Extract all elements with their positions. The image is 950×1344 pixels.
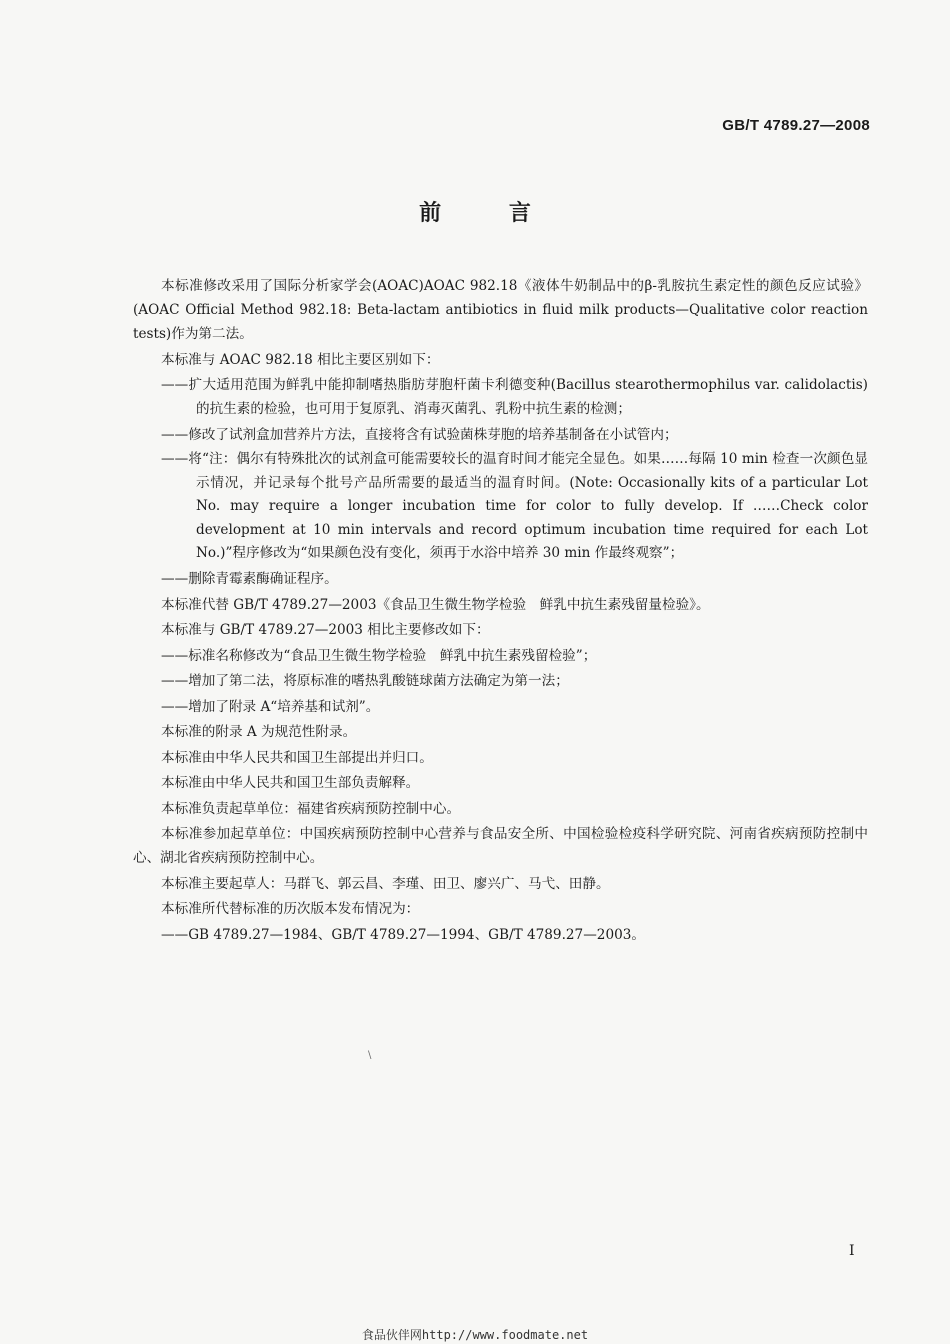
stray-mark: \ <box>368 1050 372 1061</box>
list-item-second-method: ——增加了第二法，将原标准的嗜热乳酸链球菌方法确定为第一法； <box>161 673 569 689</box>
paragraph-adoption: 本标准修改采用了国际分析家学会(AOAC)AOAC 982.18《液体牛奶制品中的β-乳胺抗生素定性的颜色反应试验》(AOAC Official Method 982.18: Beta-lactam antibiotics in fluid milk products—Qualitative color reaction tests)作为第二法。 <box>133 278 868 342</box>
list-item-annex-added: ——增加了附录 A“培养基和试剂”。 <box>161 698 380 715</box>
page-number: I <box>849 1243 855 1259</box>
paragraph-replaces: 本标准代替 GB/T 4789.27—2003《食品卫生微生物学检验 鲜乳中抗生素残留量检验》。 <box>161 596 710 613</box>
page-title: 前 言 <box>419 201 561 226</box>
list-item-scope: ——扩大适用范围为鲜乳中能抑制嗜热脂肪芽胞杆菌卡利德变种(Bacillus stearothermophilus var. calidolactis)的抗生素的检验，也可用于复原乳、消毒灭菌乳、乳粉中抗生素的检测； <box>161 377 868 417</box>
list-item-delete-penicillinase: ——删除青霉素酶确证程序。 <box>161 571 338 587</box>
list-item-kit-method: ——修改了试剂盒加营养片方法，直接将含有试验菌株芽胞的培养基制备在小试管内； <box>161 426 678 443</box>
paragraph-differences-intro: 本标准与 AOAC 982.18 相比主要区别如下： <box>161 351 440 368</box>
paragraph-drafting-unit: 本标准负责起草单位：福建省疾病预防控制中心。 <box>161 800 461 817</box>
list-item-history-versions: ——GB 4789.27—1984、GB/T 4789.27—1994、GB/T 4789.27—2003。 <box>161 926 645 943</box>
watermark: 食品伙伴网http://www.foodmate.net <box>361 1328 589 1342</box>
list-item-note-change: ——将“注：偶尔有特殊批次的试剂盒可能需要较长的温育时间才能完全显色。如果……每隔 10 min 检查一次颜色显示情况，并记录每个批号产品所需要的最适当的温育时间。(Note: Occasionally kits of a particular Lot No. may require a longer incubation time for color to fully develop. If ……Check color development at 10 min intervals and record optimum incubation time required for each Lot No.)”程序修改为“如果颜色没有变化，须再于水浴中培养 30 min 作最终观察”； <box>161 451 868 561</box>
paragraph-changes-intro: 本标准与 GB/T 4789.27—2003 相比主要修改如下： <box>161 622 490 638</box>
paragraph-drafters: 本标准主要起草人：马群飞、郭云昌、李瑾、田卫、廖兴广、马弋、田静。 <box>161 875 610 892</box>
standard-code: GB/T 4789.27—2008 <box>722 117 870 134</box>
paragraph-history-intro: 本标准所代替标准的历次版本发布情况为： <box>161 901 420 917</box>
paragraph-proposed-by: 本标准由中华人民共和国卫生部提出并归口。 <box>161 749 433 766</box>
paragraph-interpreted-by: 本标准由中华人民共和国卫生部负责解释。 <box>161 775 420 791</box>
paragraph-annex: 本标准的附录 A 为规范性附录。 <box>161 724 357 740</box>
paragraph-participating-units: 本标准参加起草单位：中国疾病预防控制中心营养与食品安全所、中国检验检疫科学研究院、河南省疾病预防控制中心、湖北省疾病预防控制中心。 <box>133 826 868 866</box>
document-body <box>133 274 868 948</box>
list-item-name-change: ——标准名称修改为“食品卫生微生物学检验 鲜乳中抗生素残留检验”； <box>161 647 597 664</box>
